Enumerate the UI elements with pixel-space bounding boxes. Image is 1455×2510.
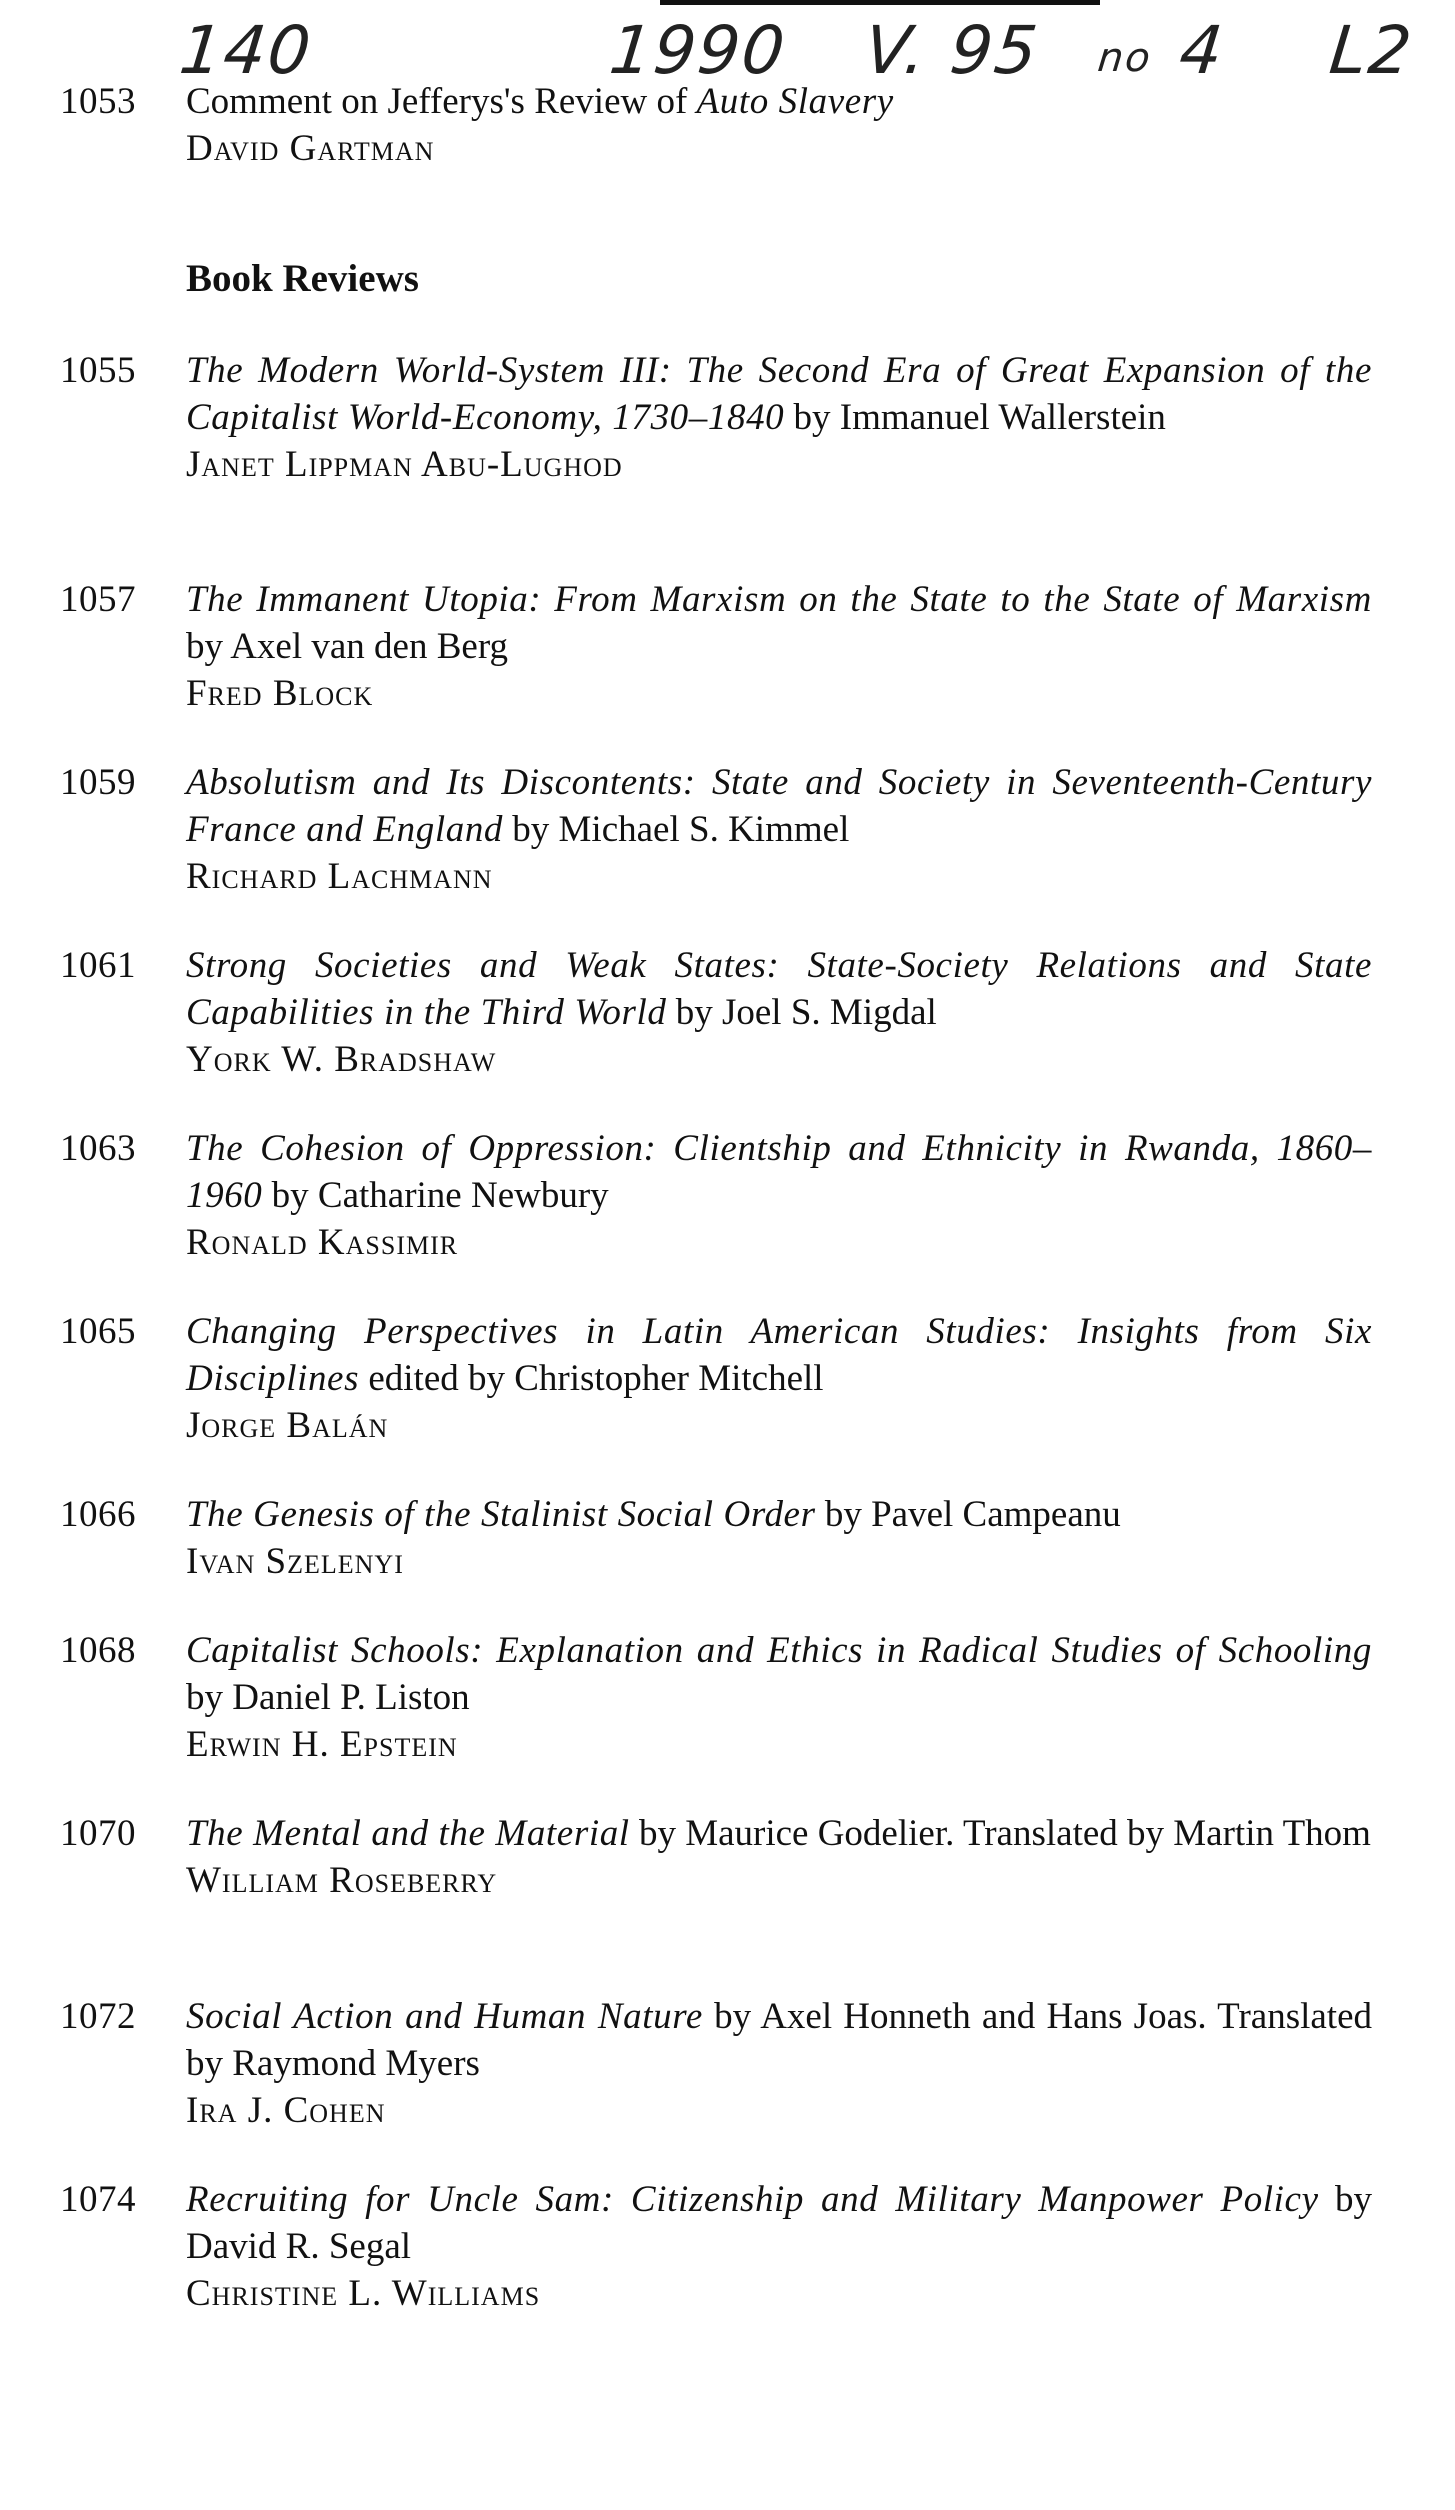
page-number: 1068 bbox=[60, 1630, 136, 1671]
page-number: 1072 bbox=[60, 1996, 136, 2037]
reviewer-name: Janet Lippman Abu-Lughod bbox=[186, 444, 623, 485]
review-title: The Cohesion of Oppression: Clientship and Ethnicity in Rwanda, 1860–1960 bbox=[186, 1128, 1372, 1216]
handwritten-note-no: no bbox=[1095, 35, 1155, 81]
page-number: 1063 bbox=[60, 1128, 136, 1169]
reviewer-name: Fred Block bbox=[186, 673, 374, 714]
handwritten-note-issue: 4 bbox=[1176, 12, 1229, 89]
reviewer-name: Jorge Balán bbox=[186, 1405, 389, 1446]
review-title: The Genesis of the Stalinist Social Order bbox=[186, 1494, 816, 1535]
reviewer-name: William Roseberry bbox=[186, 1860, 498, 1901]
review-text bbox=[186, 576, 1372, 717]
review-text bbox=[186, 2176, 1372, 2317]
reviewer-name: Ivan Szelenyi bbox=[186, 1541, 404, 1582]
review-text bbox=[186, 1125, 1372, 1266]
review-byline: by Michael S. Kimmel bbox=[503, 809, 850, 850]
review-title: Strong Societies and Weak States: State-Society Relations and State Capabilities in the Third World bbox=[186, 945, 1372, 1033]
review-title: Absolutism and Its Discontents: State and Society in Seventeenth-Century France and England bbox=[186, 762, 1372, 850]
page-number: 1057 bbox=[60, 579, 136, 620]
review-title: The Mental and the Material bbox=[186, 1813, 630, 1854]
review-byline: by Catharine Newbury bbox=[262, 1175, 609, 1216]
review-byline: by Axel van den Berg bbox=[186, 626, 508, 667]
page-number: 1074 bbox=[60, 2179, 136, 2220]
page-number: 1065 bbox=[60, 1311, 136, 1352]
review-byline: by Pavel Campeanu bbox=[815, 1494, 1121, 1535]
review-text bbox=[186, 1308, 1372, 1449]
review-byline: edited by Christopher Mitchell bbox=[359, 1358, 824, 1399]
reviewer-name: Ronald Kassimir bbox=[186, 1222, 459, 1263]
review-byline: by Immanuel Wallerstein bbox=[784, 397, 1166, 438]
handwritten-note-year: 1990 bbox=[606, 12, 791, 89]
review-text bbox=[186, 1810, 1372, 1904]
review-title: Recruiting for Uncle Sam: Citizenship and Military Manpower Policy bbox=[186, 2179, 1319, 2220]
page-number: 1053 bbox=[60, 81, 136, 122]
handwritten-note-volume: V. 95 bbox=[861, 12, 1043, 89]
review-text bbox=[186, 942, 1372, 1083]
page-number: 1059 bbox=[60, 762, 136, 803]
review-byline: by Maurice Godelier. Translated by Martin Thom bbox=[629, 1813, 1371, 1854]
page-number: 1070 bbox=[60, 1813, 136, 1854]
review-title: The Modern World-System III: The Second Era of Great Expansion of the Capitalist World-Economy, 1730–1840 bbox=[186, 350, 1372, 438]
entry-title-italic: Auto Slavery bbox=[696, 81, 894, 122]
review-title: Capitalist Schools: Explanation and Ethics in Radical Studies of Schooling bbox=[186, 1630, 1372, 1671]
reviewer-name: Ira J. Cohen bbox=[186, 2090, 386, 2131]
section-heading-book-reviews: Book Reviews bbox=[186, 257, 419, 300]
review-text bbox=[186, 1491, 1372, 1585]
entry-author: David Gartman bbox=[186, 128, 435, 169]
handwritten-note-number: 140 bbox=[176, 12, 317, 89]
reviewer-name: Richard Lachmann bbox=[186, 856, 493, 897]
review-text bbox=[186, 347, 1372, 488]
review-byline: by Daniel P. Liston bbox=[186, 1677, 470, 1718]
page-number: 1055 bbox=[60, 350, 136, 391]
review-text bbox=[186, 1627, 1372, 1768]
review-text bbox=[186, 1993, 1372, 2134]
reviewer-name: Christine L. Williams bbox=[186, 2273, 541, 2314]
handwritten-note-code: L2 bbox=[1326, 12, 1417, 89]
entry-text bbox=[186, 78, 1372, 172]
review-title: Social Action and Human Nature bbox=[186, 1996, 703, 2037]
review-byline: by Joel S. Migdal bbox=[666, 992, 937, 1033]
review-byline: by Axel Honneth and Hans Joas. Translated by Raymond Myers bbox=[186, 1996, 1373, 2084]
review-text bbox=[186, 759, 1372, 900]
entry-title: Comment on Jefferys's Review of bbox=[186, 81, 697, 122]
reviewer-name: Erwin H. Epstein bbox=[186, 1724, 458, 1765]
review-title: Changing Perspectives in Latin American Studies: Insights from Six Disciplines bbox=[186, 1311, 1372, 1399]
top-edge-line bbox=[660, 0, 1100, 5]
page-number: 1061 bbox=[60, 945, 136, 986]
review-title: The Immanent Utopia: From Marxism on the State to the State of Marxism bbox=[186, 579, 1372, 620]
reviewer-name: York W. Bradshaw bbox=[186, 1039, 497, 1080]
page-number: 1066 bbox=[60, 1494, 136, 1535]
review-byline: by David R. Segal bbox=[186, 2179, 1372, 2267]
